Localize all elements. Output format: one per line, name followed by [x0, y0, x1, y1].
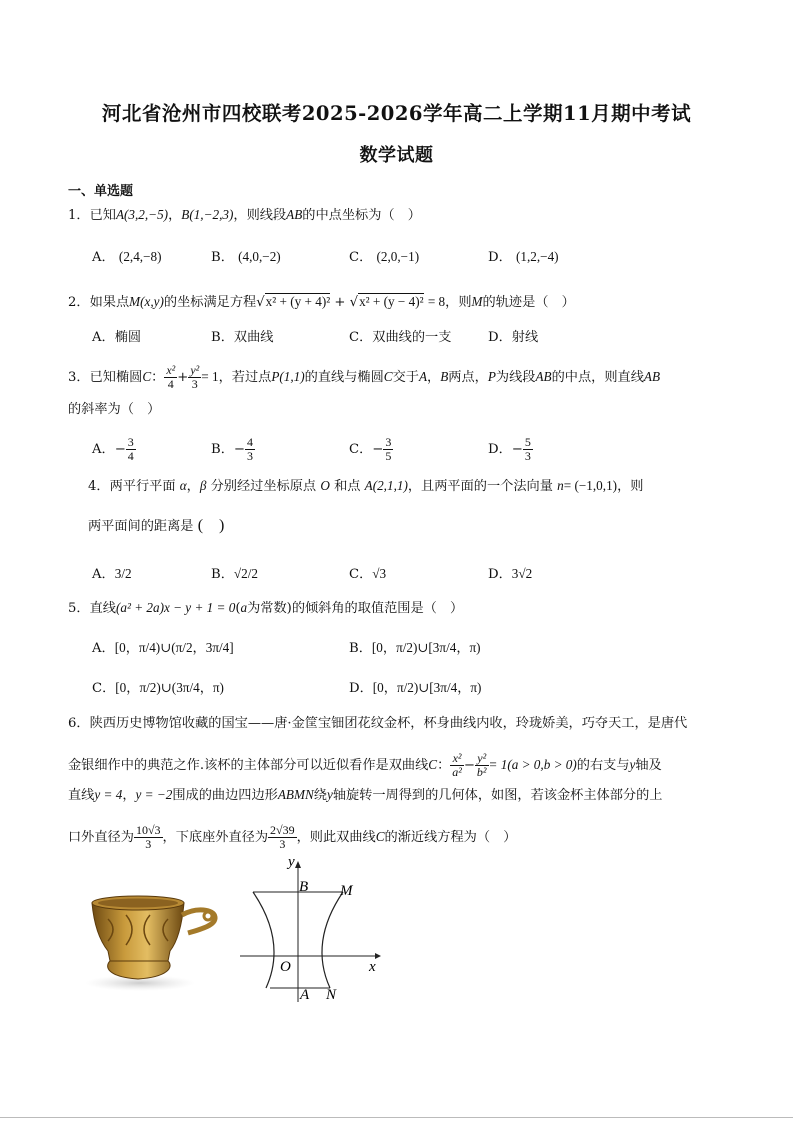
q3-option-b[interactable]: B．− $\frac{4}{3}$ — [211, 435, 253, 463]
golden-cup-image — [78, 885, 223, 995]
q5-option-d[interactable]: D．[0，π/2)∪[3π/4，π) — [349, 680, 482, 696]
q3-option-d[interactable]: D．− $\frac{5}{3}$ — [488, 435, 531, 463]
label-a: A — [300, 987, 310, 1003]
q2-option-a[interactable]: A．椭圆 — [92, 330, 142, 345]
label-m: M — [340, 883, 353, 899]
hyperbola-figure — [235, 850, 385, 1005]
question-4-stem: 4．两平行平面 α，β 分别经过坐标原点 O 和点 A(2,1,1)，且两平面的一个法向量 n= (−1,0,1)，则 — [88, 478, 644, 494]
q1-option-a[interactable]: A． (2,4,−8) — [92, 249, 162, 265]
left-branch — [253, 892, 274, 988]
label-origin: O — [280, 959, 291, 975]
label-x: x — [369, 959, 376, 975]
q2-option-c[interactable]: C．双曲线的一支 — [349, 330, 452, 345]
label-y: y — [288, 854, 295, 870]
document-subtitle: 数学试题 — [359, 145, 434, 166]
question-5-stem: 5．直线(a² + 2a)x − y + 1 = 0(a为常数)的倾斜角的取值范围是（ ） — [68, 600, 464, 616]
question-4-stem-cont: 两平面间的距离是 ( ) — [88, 517, 225, 534]
q3-option-a[interactable]: A．− $\frac{3}{4}$ — [92, 435, 134, 463]
question-6-line-3: 直线y = 4，y = −2围成的曲边四边形ABMN绕y轴旋转一周得到的几何体，如图，若该金杯主体部分的上 — [68, 787, 663, 803]
q5-option-c[interactable]: C．[0，π/2)∪(3π/4，π) — [92, 680, 224, 696]
document-title: 河北省沧州市四校联考2025-2026学年高二上学期11月期中考试 — [101, 102, 692, 125]
question-3-stem-cont: 的斜率为（ ） — [68, 402, 161, 417]
q1-option-b[interactable]: B． (4,0,−2) — [211, 249, 281, 265]
page-bottom-divider — [0, 1117, 793, 1118]
q4-option-d[interactable]: D．3√2 — [488, 566, 533, 582]
label-b: B — [299, 879, 309, 895]
q1-option-d[interactable]: D． (1,2,−4) — [488, 249, 559, 265]
question-3-stem: 3．已知椭圆C： $\frac{\text{x²}}{4}$ + $\frac{\text{y²}}{3}$ = 1，若过点P(1,1)的直线与椭圆C交于A，B两点，P为线段AB的中点，则直线AB — [68, 363, 661, 391]
section-heading: 一、单选题 — [68, 184, 134, 199]
question-1-stem: 1．已知A(3,2,−5)，B(1,−2,3)，则线段AB的中点坐标为（ ） — [68, 207, 421, 223]
q4-option-a[interactable]: A．3/2 — [92, 566, 132, 582]
q5-option-b[interactable]: B．[0，π/2)∪[3π/4，π) — [349, 640, 481, 656]
x-axis-arrow-icon — [375, 953, 381, 959]
right-branch — [322, 892, 343, 988]
question-6-line-4: 口外直径为 $\frac{10√3}{3}$ ，下底座外直径为 $\frac{2√39}{3}$ ，则此双曲线C的渐近线方程为（ ） — [68, 823, 517, 851]
question-6-line-2: 金银细作中的典范之作.该杯的主体部分可以近似看作是双曲线C： $\frac{\text{x²}}{\text{a²}}$ − $\frac{\text{y²}}{\text{b²}}$ = 1(a > 0,b > 0)的右支与y轴及 — [68, 751, 662, 779]
question-2-stem: 2．如果点M(x,y)的坐标满足方程√x² + (y + 4)² + √x² + (y − 4)² = 8，则M的轨迹是（ ） — [68, 294, 575, 310]
q2-option-d[interactable]: D．射线 — [488, 330, 539, 345]
q2-option-b[interactable]: B．双曲线 — [211, 330, 274, 345]
q3-option-c[interactable]: C．− $\frac{3}{5}$ — [349, 435, 392, 463]
q5-option-a[interactable]: A．[0，π/4)∪(π/2，3π/4] — [92, 640, 234, 656]
label-n: N — [326, 987, 337, 1003]
y-axis-arrow-icon — [295, 861, 301, 868]
q4-option-b[interactable]: B．√2/2 — [211, 566, 258, 582]
q4-option-c[interactable]: C．√3 — [349, 566, 387, 582]
q1-option-c[interactable]: C． (2,0,−1) — [349, 249, 420, 265]
question-6-line-1: 6．陕西历史博物馆收藏的国宝——唐·金筐宝钿团花纹金杯，杯身曲线内收，玲珑娇美，巧夺天工，是唐代 — [68, 716, 688, 731]
